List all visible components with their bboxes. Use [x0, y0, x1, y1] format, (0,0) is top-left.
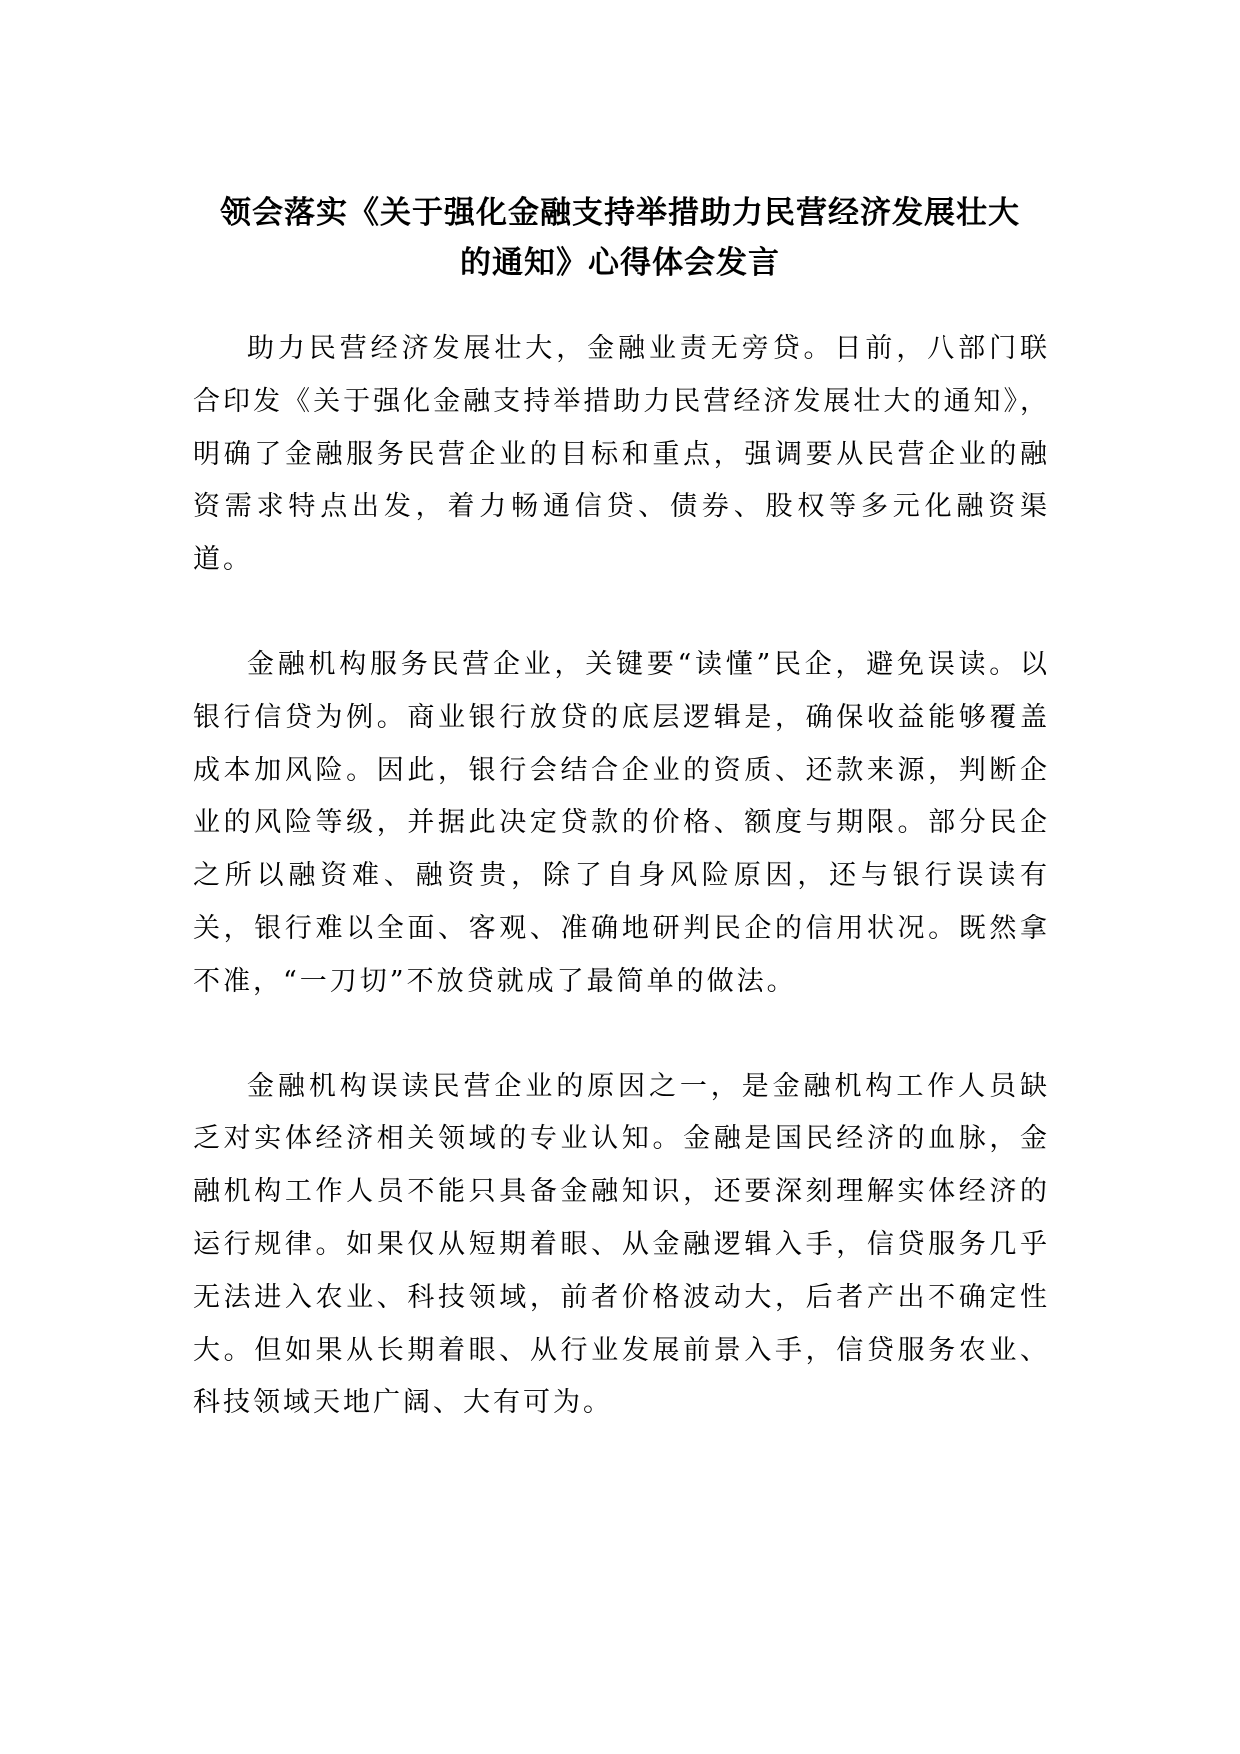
document-title	[190, 188, 1050, 288]
paragraph-3: 金融机构误读民营企业的原因之一，是金融机构工作人员缺乏对实体经济相关领域的专业认知。金融是国民经济的血脉，金融机构工作人员不能只具备金融知识，还要深刻理解实体经济的运行规律。如果仅从短期着眼、从金融逻辑入手，信贷服务几乎无法进入农业、科技领域，前者价格波动大，后者产出不确定性大。但如果从长期着眼、从行业发展前景入手，信贷服务农业、科技领域天地广阔、大有可为。	[193, 1070, 1050, 1419]
title-line-1: 领会落实《关于强化金融支持举措助力民营经济发展壮大	[220, 195, 1020, 231]
paragraph-2: 金融机构服务民营企业，关键要“读懂”民企，避免误读。以银行信贷为例。商业银行放贷的底层逻辑是，确保收益能够覆盖成本加风险。因此，银行会结合企业的资质、还款来源，判断企业的风险等级，并据此决定贷款的价格、额度与期限。部分民企之所以融资难、融资贵，除了自身风险原因，还与银行误读有关，银行难以全面、客观、准确地研判民企的信用状况。既然拿不准，“一刀切”不放贷就成了最简单的做法。	[193, 648, 1050, 997]
title-line-2: 的通知》心得体会发言	[460, 245, 780, 281]
paragraph-1: 助力民营经济发展壮大，金融业责无旁贷。日前，八部门联合印发《关于强化金融支持举措助力民营经济发展壮大的通知》，明确了金融服务民营企业的目标和重点，强调要从民营企业的融资需求特点出发，着力畅通信贷、债券、股权等多元化融资渠道。	[193, 333, 1050, 576]
document-body	[193, 323, 1050, 1482]
